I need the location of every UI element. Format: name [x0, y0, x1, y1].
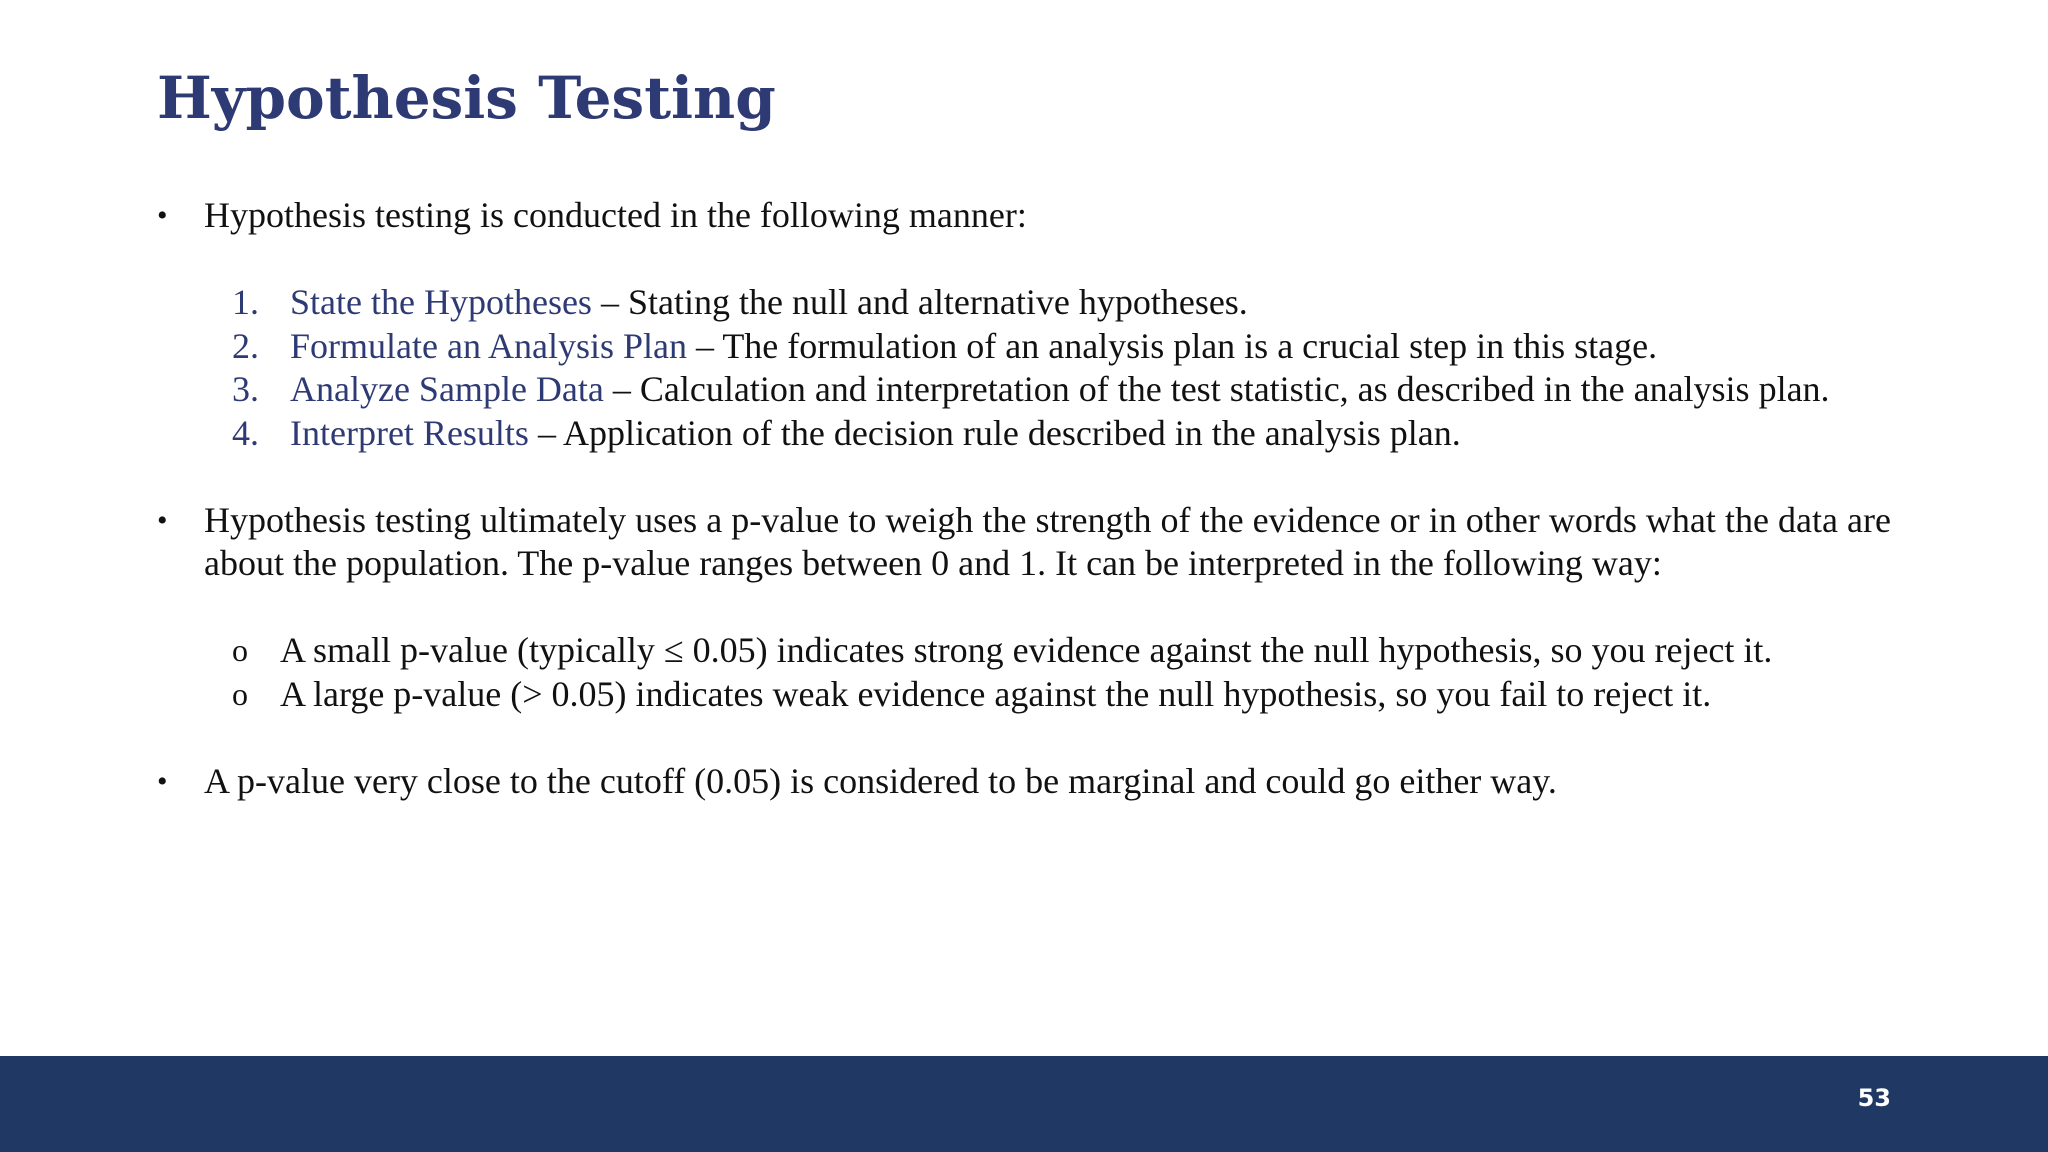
bullet-marker: •: [157, 503, 168, 537]
step-description: – Calculation and interpretation of the test statistic, as described in the analysis plan.: [603, 369, 1830, 409]
bullet-text: Hypothesis testing ultimately uses a p-value to weigh the strength of the evidence or in other words what the data are about the population. The p-value ranges between 0 and 1. It can be interpreted in the following way:: [204, 499, 1891, 583]
step-item: [232, 412, 1891, 456]
bullet-text: Hypothesis testing is conducted in the following manner:: [204, 195, 1027, 235]
spacer: [157, 586, 1891, 630]
sub-point-item: [232, 673, 1891, 717]
step-number: 1.: [232, 282, 259, 322]
step-name: Analyze Sample Data: [290, 369, 604, 409]
sub-point-marker: o: [232, 632, 248, 668]
sub-point-item: [232, 629, 1891, 673]
slide-body: [157, 194, 1891, 803]
spacer: [157, 455, 1891, 499]
step-description: – Application of the decision rule described in the analysis plan.: [528, 412, 1461, 453]
sub-points-list: [157, 629, 1891, 716]
page-number: 53: [1857, 1084, 1891, 1112]
spacer: [157, 716, 1891, 760]
step-name: Interpret Results: [290, 412, 529, 453]
steps-list: [157, 281, 1891, 455]
footer-bar: [0, 1056, 2048, 1152]
step-name: State the Hypotheses: [290, 282, 592, 322]
step-number: 3.: [232, 369, 259, 409]
step-number: 2.: [232, 325, 259, 366]
bullet-marginal: [157, 760, 1891, 804]
sub-point-text: A large p-value (> 0.05) indicates weak evidence against the null hypothesis, so you fail to reject it.: [280, 673, 1712, 714]
bullet-intro: [157, 194, 1891, 238]
bullet-pvalue: [157, 499, 1891, 586]
step-description: – The formulation of an analysis plan is a crucial step in this stage.: [686, 325, 1658, 366]
step-description: – Stating the null and alternative hypotheses.: [591, 282, 1248, 322]
step-number: 4.: [232, 412, 259, 453]
bullet-marker: •: [157, 764, 168, 798]
step-name: Formulate an Analysis Plan: [290, 325, 687, 366]
step-item: [232, 325, 1891, 369]
step-item: [232, 281, 1891, 325]
slide-title: Hypothesis Testing: [157, 64, 776, 132]
spacer: [157, 238, 1891, 282]
bullet-text: A p-value very close to the cutoff (0.05) is considered to be marginal and could go either way.: [204, 760, 1557, 801]
bullet-marker: •: [157, 199, 168, 232]
step-item: [232, 368, 1891, 412]
sub-point-text: A small p-value (typically ≤ 0.05) indicates strong evidence against the null hypothesis, so you reject it.: [280, 630, 1773, 670]
sub-point-marker: o: [232, 675, 248, 712]
